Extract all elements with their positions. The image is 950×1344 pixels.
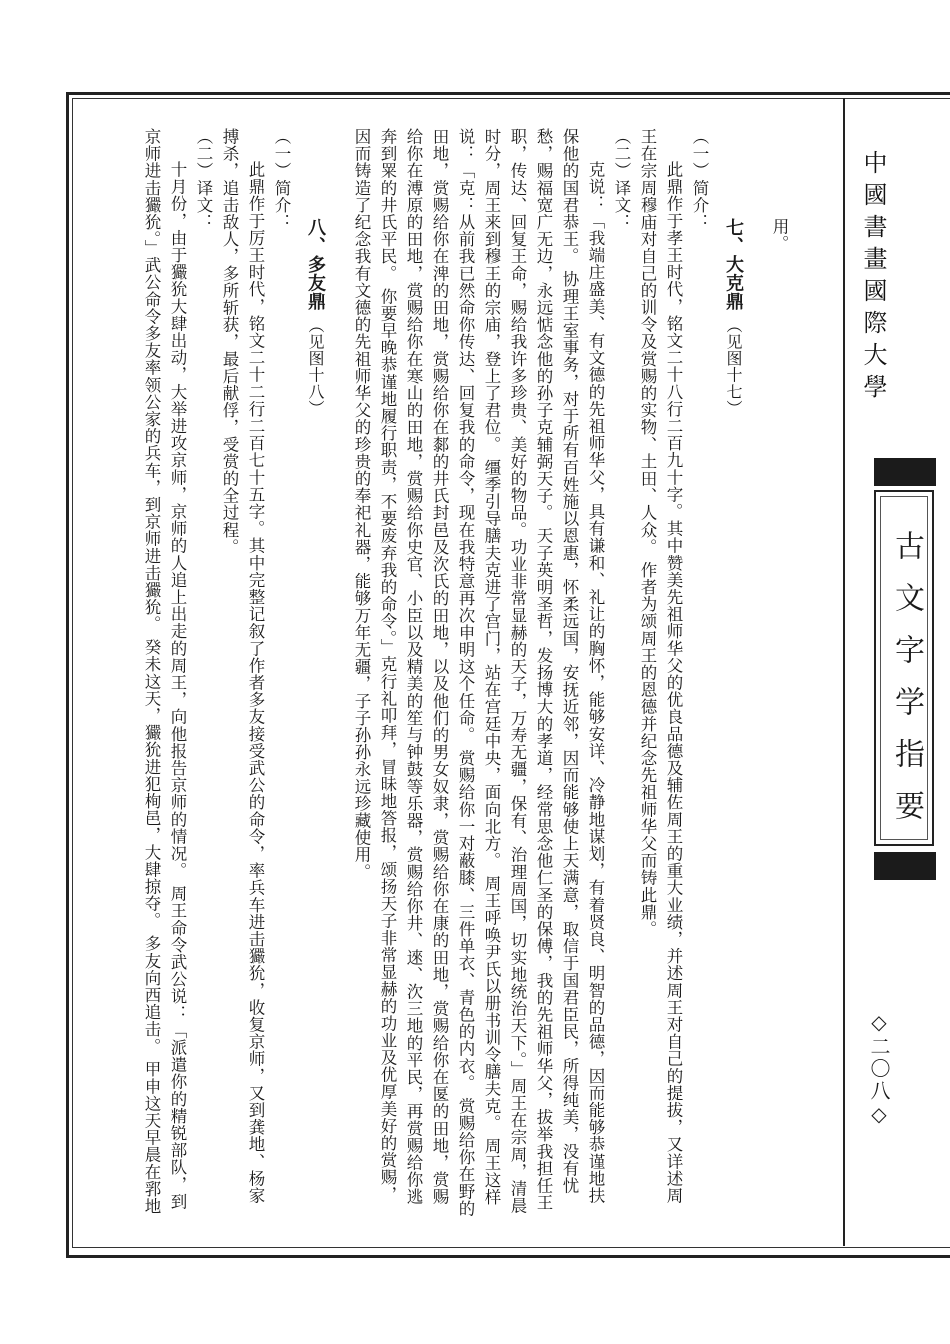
university-header: 中國書畫國際大學 <box>859 150 887 406</box>
margin-divider <box>843 98 845 1246</box>
section-8-heading <box>302 128 328 1218</box>
section-7-title: 七、大克鼎 <box>723 218 744 311</box>
section-8-translation-text: 十月份，由于玁狁大肆出动，大举进攻京师，京师的人追上出走的周王，向他报告京师的情况。 周王命令武公说：「派遣你的精锐部队，到京师进击玁狁。」武公命令多友率领公家的兵车，到京师进击玁狁。 癸未这天，玁狁进犯栒邑，大肆掠夺。 多友向西追击。 甲申这天早晨在郛地 <box>142 128 187 1215</box>
body-text <box>142 128 792 1218</box>
banner-top-bar <box>874 458 936 486</box>
section-8-figure-ref: （见图十八） <box>306 316 325 417</box>
section-7-figure-ref: （见图十七） <box>724 316 743 417</box>
section-7-intro-label: （一）简介： <box>690 128 709 231</box>
section-7-intro-text: 此鼎作于孝王时代，铭文二十八行二百九十字。其中赞美先祖师华父的优良品德及辅佐周王的重大业绩，并述周王对自己的提拔，又详述周王在宗周穆庙对自己的训令及赏赐的实物、土田、人众。 作者为颂周王的恩德并纪念先祖师华父而铸此鼎。 <box>638 128 683 1205</box>
book-title: 古文字学指要 <box>889 530 924 842</box>
section-7-heading <box>720 128 746 1218</box>
section-8-title: 八、多友鼎 <box>305 218 326 311</box>
section-7-translation-label: （二）译文： <box>612 128 631 231</box>
banner-bottom-bar <box>874 852 936 880</box>
continued-text: 用。 <box>770 218 789 253</box>
section-7-translation-text: 克说：「我端庄盛美、有文德的先祖师华父，具有谦和、礼让的胸怀，能够安详、冷静地谋划，有着贤良、明智的品德，因而能够恭谨地扶保他的国君恭王。 协理王室事务，对于所有百姓施以恩惠，怀柔远国，安抚近邻，因而能够使上天满意，取信于国君臣民，所得纯美，没有忧愁，赐福宽广无边，永远惦念他的孙子克辅弼天子。 天子英明圣哲，发扬博大的孝道，经常思念他仁圣的保傅，我的先祖师华父，拔举我担任王职，传达、回复王命，赐给我许多珍贵、美好的物品。功业非常显赫的天子，万寿无疆，保有、治理周国，切实地统治天下。」周王在宗周，清晨时分，周王来到穆王的宗庙，登上了君位。 缰季引导膳夫克进了宫门，站在宫廷中央，面向北方。 周王呼唤尹氏以册书训令膳夫克。 周王这样说：「克：从前我已然命你传达、回复我的命令，现在我特意再次申明这个任命。 赏赐给你一对蔽膝、三件单衣、青色的内衣。 赏赐给你在野的田地，赏赐给你在渒的田地，赏赐给你在䣛的井氏封邑及㳄氏的田地，以及他们的男女奴隶，赏赐给你在康的田地，赏赐给你在匽的田地，赏赐给你在溥原的田地，赏赐给你在寒山的田地，赏赐给你史官、小臣以及精美的笙与钟鼓等乐器，赏赐给你井、逨、㳄三地的平民，再赏赐给你逃奔到䍘的井氏平民。 你要早晚恭谨地履行职责，不要废弃我的命令。」克行礼叩拜，冒昧地答报，颂扬天子非常显赫的功业及优厚美好的赏赐，因而铸造了纪念我有文德的先祖师华父的珍贵的奉祀礼器，能够万年无疆，子子孙孙永远珍藏使用。 <box>352 128 605 1217</box>
section-8-translation-label: （二）译文： <box>194 128 213 231</box>
page-number: ◇二〇八◇ <box>867 1010 891 1128</box>
section-8-intro-label: （一）简介： <box>272 128 291 231</box>
section-8-intro-text: 此鼎作于厉王时代，铭文二十二行二百七十五字。其中完整记叙了作者多友接受武公的命令，率兵车进击玁狁，收复京师，又到龚地、杨家搏杀，追击敌人，多所斩获，最后献俘，受赏的全过程。 <box>220 128 265 1205</box>
